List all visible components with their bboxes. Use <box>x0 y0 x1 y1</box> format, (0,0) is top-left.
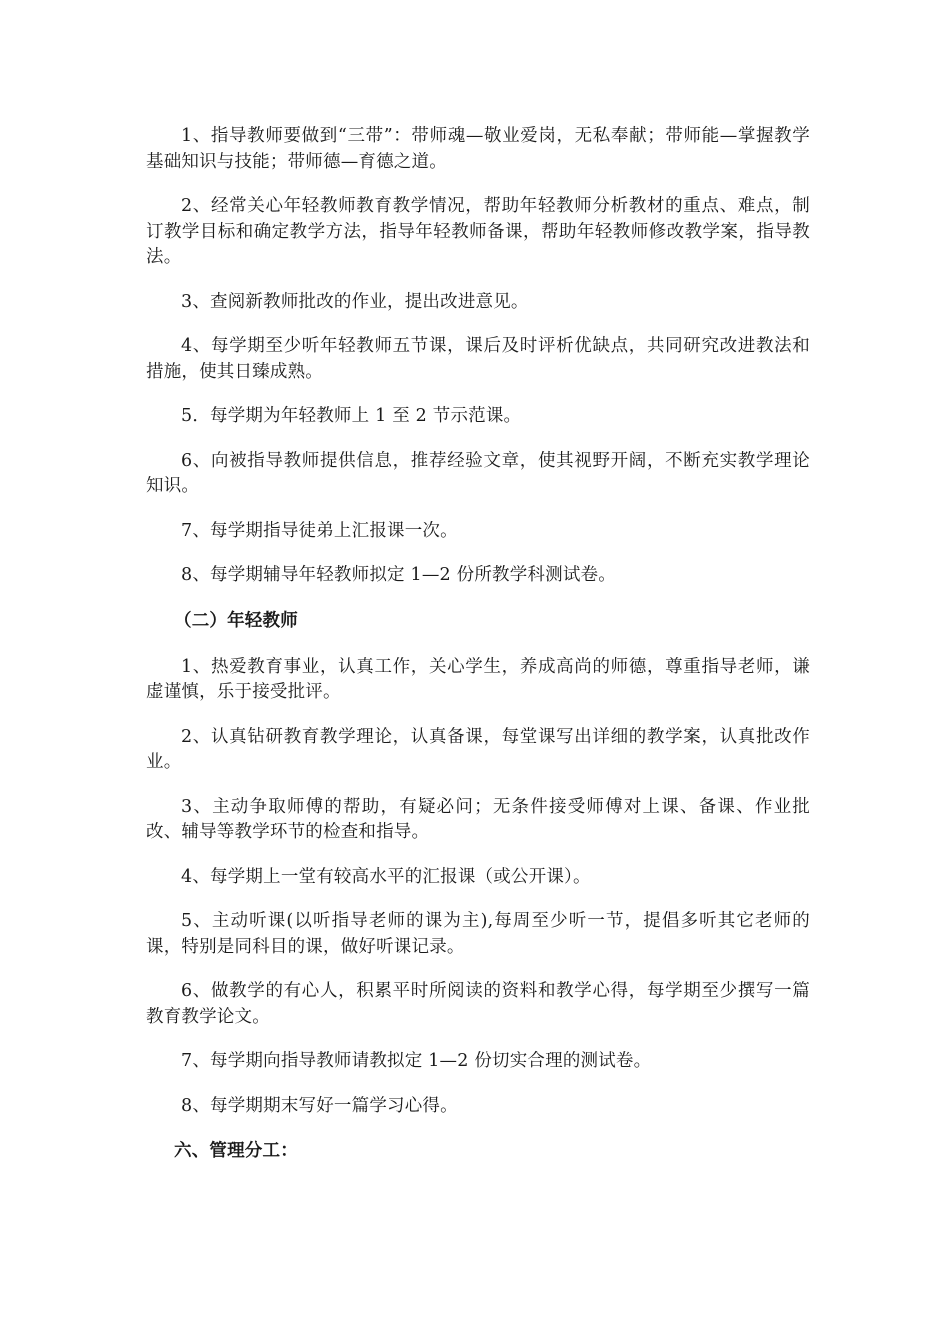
young-item-6: 6、做教学的有心人，积累平时所阅读的资料和教学心得，每学期至少撰写一篇教育教学论文。 <box>146 981 810 1027</box>
young-item-2: 2、认真钻研教育教学理论，认真备课，每堂课写出详细的教学案，认真批改作业。 <box>146 726 810 772</box>
mentor-item-8: 8、每学期辅导年轻教师拟定 1—2 份所教学科测试卷。 <box>181 565 616 585</box>
young-item-4: 4、每学期上一堂有较高水平的汇报课（或公开课）。 <box>181 866 591 887</box>
mentor-item-6: 6、向被指导教师提供信息，推荐经验文章，使其视野开阔，不断充实教学理论知识。 <box>146 450 810 496</box>
young-item-5: 5、主动听课(以听指导老师的课为主),每周至少听一节，提倡多听其它老师的课，特别是同科目的课，做好听课记录。 <box>146 911 810 957</box>
section-heading-young-teachers: （二）年轻教师 <box>174 610 298 631</box>
mentor-item-4: 4、每学期至少听年轻教师五节课，课后及时评析优缺点，共同研究改进教法和措施，使其日臻成熟。 <box>146 336 810 382</box>
young-item-7: 7、每学期向指导教师请教拟定 1—2 份切实合理的测试卷。 <box>181 1051 652 1071</box>
document-body <box>146 124 810 1185</box>
section-heading-management: 六、管理分工： <box>174 1141 298 1161</box>
young-item-8: 8、每学期期末写好一篇学习心得。 <box>181 1095 458 1116</box>
young-item-3: 3、主动争取师傅的帮助，有疑必问；无条件接受师傅对上课、备课、作业批改、辅导等教学环节的检查和指导。 <box>146 796 810 842</box>
mentor-item-1: 1、指导教师要做到“三带”：带师魂—敬业爱岗，无私奉献；带师能—掌握教学基础知识与技能；带师德—育德之道。 <box>146 126 810 172</box>
mentor-item-3: 3、查阅新教师批改的作业，提出改进意见。 <box>181 291 529 312</box>
mentor-item-5: 5．每学期为年轻教师上 1 至 2 节示范课。 <box>181 406 522 426</box>
mentor-item-2: 2、经常关心年轻教师教育教学情况，帮助年轻教师分析教材的重点、难点，制订教学目标和确定教学方法，指导年轻教师备课，帮助年轻教师修改教学案，指导教法。 <box>146 196 810 267</box>
young-item-1: 1、热爱教育事业，认真工作，关心学生，养成高尚的师德，尊重指导老师，谦虚谨慎，乐于接受批评。 <box>146 656 810 702</box>
mentor-item-7: 7、每学期指导徒弟上汇报课一次。 <box>181 520 458 541</box>
